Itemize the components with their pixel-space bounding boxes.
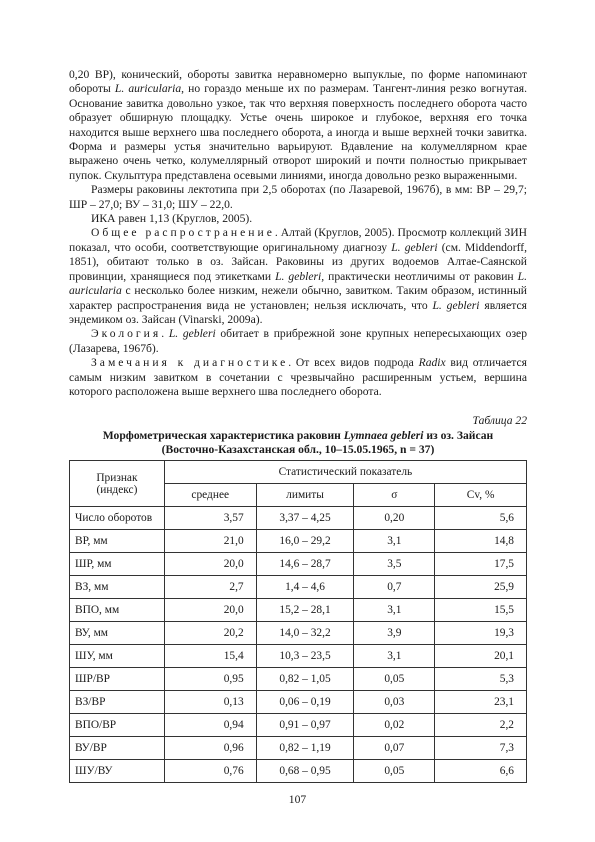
cell-limits: 15,2 – 28,1 — [256, 599, 354, 622]
paragraph-distribution: Общее распространение. Алтай (Круглов, 2005). Просмотр коллекций ЗИН показал, что особи, соответствующие оригинальному диагнозу L. gebleri (см. Middendorff, 1851), обитают только в оз. Зайсан. Раковины из других водоемов Алтае-Саянской провинции, хранящиеся под этикетками L. gebleri, практически неотличимы от раковин L. auricularia с несколько более низким, нежели обычно, завитком. Таким образом, истинный характер распространения вида не установлен; нельзя исключать, что L. gebleri является эндемиком оз. Зайсан (Vinarski, 2009a). — [69, 226, 527, 326]
cell-mean: 0,76 — [164, 760, 256, 783]
cell-cv: 17,5 — [435, 553, 527, 576]
body-text — [69, 68, 527, 399]
cell-mean: 21,0 — [164, 530, 256, 553]
cell-feature: ВР, мм — [70, 530, 165, 553]
cell-limits: 0,82 – 1,19 — [256, 737, 354, 760]
table-caption: Таблица 22 — [472, 414, 527, 428]
header-statistic: Статистический показатель — [164, 461, 526, 484]
cell-feature: ВПО/ВР — [70, 714, 165, 737]
cell-cv: 5,3 — [435, 668, 527, 691]
table-header-row — [70, 461, 527, 484]
cell-cv: 14,8 — [435, 530, 527, 553]
cell-feature: ВУ/ВР — [70, 737, 165, 760]
header-feature: Признак (индекс) — [70, 461, 165, 507]
cell-cv: 20,1 — [435, 645, 527, 668]
cell-mean: 0,96 — [164, 737, 256, 760]
cell-mean: 20,2 — [164, 622, 256, 645]
cell-sigma: 0,05 — [354, 760, 435, 783]
cell-feature: ШУ/ВУ — [70, 760, 165, 783]
cell-sigma: 3,1 — [354, 599, 435, 622]
table-row — [70, 645, 527, 668]
page-number: 107 — [288, 793, 307, 806]
cell-limits: 3,37 – 4,25 — [256, 507, 354, 530]
cell-limits: 14,6 – 28,7 — [256, 553, 354, 576]
cell-feature: ШР, мм — [70, 553, 165, 576]
cell-limits: 16,0 – 29,2 — [256, 530, 354, 553]
cell-limits: 1,4 – 4,6 — [256, 576, 354, 599]
cell-sigma: 0,03 — [354, 691, 435, 714]
paragraph-shell-description: 0,20 ВР), конический, обороты завитка неравномерно выпуклые, по форме напоминают обороты L. auricularia, но гораздо меньше их по размерам. Тангент-линия резко вогнутая. Основание завитка довольно узкое, так что верхняя поверхность последнего оборота часто образует обширную площадку. Устье очень широкое и глубокое, верхняя его точка находится выше верхнего шва последнего оборота, а иногда и выше верхней точки завитка. Форма и размеры устья значительно варьируют. Вдавление на колумеллярном крае выражено очень четко, колумеллярный отворот широкий и почти полностью прикрывает пупок. Скульптура представлена осевыми линиями, иногда довольно резко выраженными. — [69, 68, 528, 182]
cell-sigma: 0,05 — [354, 668, 435, 691]
paragraph-ika: ИКА равен 1,13 (Круглов, 2005). — [91, 212, 253, 226]
paragraph-lectotype-size: Размеры раковины лектотипа при 2,5 оборотах (по Лазаревой, 1967б), в мм: ВР – 29,7; ШР – 27,0; ВУ – 31,0; ШУ – 22,0. — [69, 183, 527, 211]
cell-mean: 0,95 — [164, 668, 256, 691]
cell-limits: 0,82 – 1,05 — [256, 668, 354, 691]
cell-mean: 0,13 — [164, 691, 256, 714]
table-row — [70, 576, 527, 599]
table-row — [70, 507, 527, 530]
table-row — [70, 760, 527, 783]
cell-sigma: 3,9 — [354, 622, 435, 645]
table-row — [70, 530, 527, 553]
cell-feature: ШР/ВР — [70, 668, 165, 691]
table-row — [70, 691, 527, 714]
page-content — [69, 68, 527, 783]
cell-mean: 20,0 — [164, 553, 256, 576]
cell-sigma: 0,20 — [354, 507, 435, 530]
table-title: Морфометрическая характеристика раковин Lymnaea gebleri из оз. Зайсан (Восточно-Казахстанская обл., 10–15.05.1965, n = 37) — [102, 429, 494, 457]
table-row — [70, 737, 527, 760]
cell-feature: ВЗ/ВР — [70, 691, 165, 714]
cell-feature: ВУ, мм — [70, 622, 165, 645]
cell-sigma: 0,07 — [354, 737, 435, 760]
table-row — [70, 599, 527, 622]
cell-cv: 15,5 — [435, 599, 527, 622]
table-body — [70, 507, 527, 783]
cell-cv: 2,2 — [435, 714, 527, 737]
cell-limits: 14,0 – 32,2 — [256, 622, 354, 645]
table-row — [70, 714, 527, 737]
cell-limits: 0,68 – 0,95 — [256, 760, 354, 783]
cell-limits: 0,06 – 0,19 — [256, 691, 354, 714]
cell-limits: 0,91 – 0,97 — [256, 714, 354, 737]
cell-mean: 0,94 — [164, 714, 256, 737]
cell-mean: 3,57 — [164, 507, 256, 530]
header-mean: среднее — [164, 484, 256, 507]
paragraph-ecology: Экология. L. gebleri обитает в прибрежной зоне крупных непересыхающих озер (Лазарева, 1967б). — [69, 327, 527, 355]
cell-feature: ШУ, мм — [70, 645, 165, 668]
cell-limits: 10,3 – 23,5 — [256, 645, 354, 668]
header-limits: лимиты — [256, 484, 354, 507]
cell-sigma: 0,7 — [354, 576, 435, 599]
cell-mean: 20,0 — [164, 599, 256, 622]
cell-feature: Число оборотов — [70, 507, 165, 530]
cell-cv: 19,3 — [435, 622, 527, 645]
cell-cv: 7,3 — [435, 737, 527, 760]
cell-cv: 23,1 — [435, 691, 527, 714]
header-cv: Cv, % — [435, 484, 527, 507]
morphometric-table — [69, 460, 527, 783]
cell-sigma: 3,5 — [354, 553, 435, 576]
cell-mean: 2,7 — [164, 576, 256, 599]
paragraph-diagnostic-remarks: Замечания к диагностике. От всех видов подрода Radix вид отличается самым низким завитком в сочетании с чрезвычайно расширенным устьем, вершина которого расположена выше верхнего шва последнего оборота. — [69, 356, 527, 398]
cell-sigma: 3,1 — [354, 530, 435, 553]
cell-mean: 15,4 — [164, 645, 256, 668]
cell-feature: ВПО, мм — [70, 599, 165, 622]
header-sigma: σ — [354, 484, 435, 507]
cell-cv: 25,9 — [435, 576, 527, 599]
cell-sigma: 0,02 — [354, 714, 435, 737]
table-row — [70, 553, 527, 576]
table-row — [70, 622, 527, 645]
cell-cv: 5,6 — [435, 507, 527, 530]
table-row — [70, 668, 527, 691]
cell-feature: ВЗ, мм — [70, 576, 165, 599]
cell-sigma: 3,1 — [354, 645, 435, 668]
cell-cv: 6,6 — [435, 760, 527, 783]
